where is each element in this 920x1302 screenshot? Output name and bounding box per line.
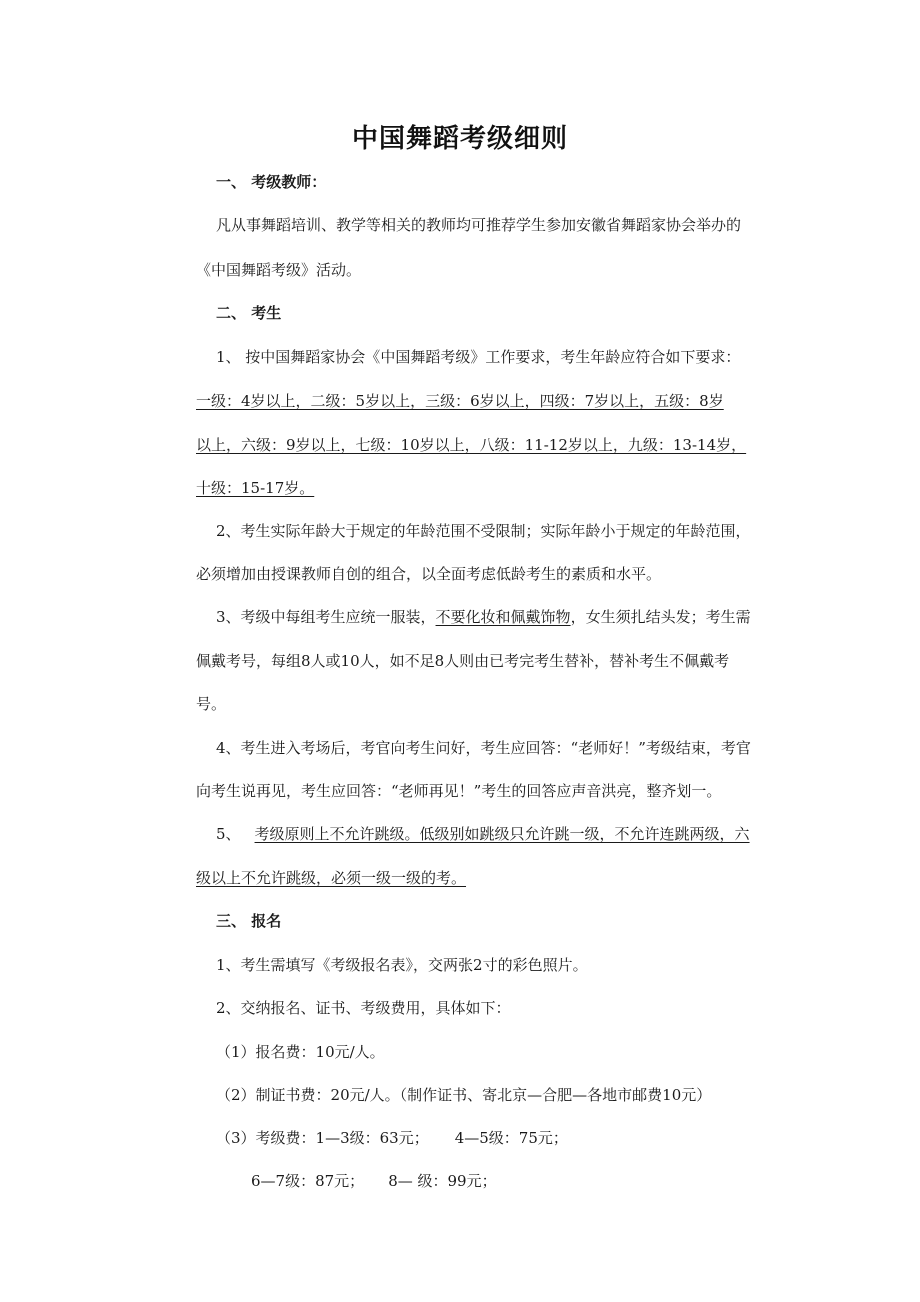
section-heading-teachers: 一、 考级教师： [216,173,327,191]
paragraph-line: 2、交纳报名、证书、考级费用，具体如下： [216,999,511,1017]
item1-line1: 1、 按中国舞蹈家协会《中国舞蹈考级》工作要求，考生年龄应符合如下要求： [216,348,741,366]
age-requirement-line: 十级：15-17岁。 [196,479,315,497]
item5-underlined-text: 考级原则上不允许跳级。低级别如跳级只允许跳一级，不允许连跳两级，六 [254,825,750,843]
fee-exam-a: （3）考级费：1—3级：63元； [216,1129,429,1147]
paragraph-line: 凡从事舞蹈培训、教学等相关的教师均可推荐学生参加安徽省舞蹈家协会举办的 [216,216,742,234]
item3-text-c: ，女生须扎结头发；考生需 [570,608,751,626]
paragraph-line [216,607,751,627]
item3-underlined-text: 不要化妆和佩戴饰物 [435,608,571,626]
item3-text-a: 3、考级中每组考生应统一服装， [216,608,436,626]
paragraph-line: 4、考生进入考场后，考官向考生问好，考生应回答：“老师好！”考级结束，考官 [216,739,751,757]
fee-exam-b: 4—5级：75元； [454,1129,568,1147]
fee-line: （1）报名费：10元/人。 [216,1043,385,1061]
paragraph-line: 1、考生需填写《考级报名表》，交两张2寸的彩色照片。 [216,956,588,974]
paragraph-line: 佩戴考号，每组8人或10人，如不足8人则由已考完考生替补，替补考生不佩戴考 [196,652,730,670]
paragraph-line: 2、考生实际年龄大于规定的年龄范围不受限制；实际年龄小于规定的年龄范围， [216,522,751,540]
paragraph-line: 级以上不允许跳级，必须一级一级的考。 [196,869,467,887]
paragraph-line [216,347,740,367]
age-requirement-line: 一级：4岁以上，二级：5岁以上，三级：6岁以上，四级：7岁以上，五级：8岁 [196,392,724,410]
item5-number: 5、 [216,825,241,843]
paragraph-line: 必须增加由授课教师自创的组合，以全面考虑低龄考生的素质和水平。 [196,565,662,583]
fee-line: （2）制证书费：20元/人。（制作证书、寄北京—合肥—各地市邮费10元） [216,1086,712,1104]
paragraph-line: 《中国舞蹈考级》活动。 [196,261,362,279]
paragraph-line: 号。 [196,695,227,713]
fee-exam-c: 6—7级：87元； [251,1172,365,1190]
paragraph-line [216,824,750,844]
section-heading-registration: 三、 报名 [216,912,282,930]
age-requirement-line: 以上，六级：9岁以上，七级：10岁以上，八级：11-12岁以上，九级：13-14岁， [196,436,747,454]
fee-exam-d: 8— 级：99元； [388,1172,497,1190]
section-heading-candidates: 二、 考生 [216,304,282,322]
fee-line [251,1171,497,1191]
paragraph-line: 向考生说再见，考生应回答：“老师再见！”考生的回答应声音洪亮，整齐划一。 [196,782,722,800]
fee-line [216,1128,568,1148]
page-title: 中国舞蹈考级细则 [351,124,568,154]
